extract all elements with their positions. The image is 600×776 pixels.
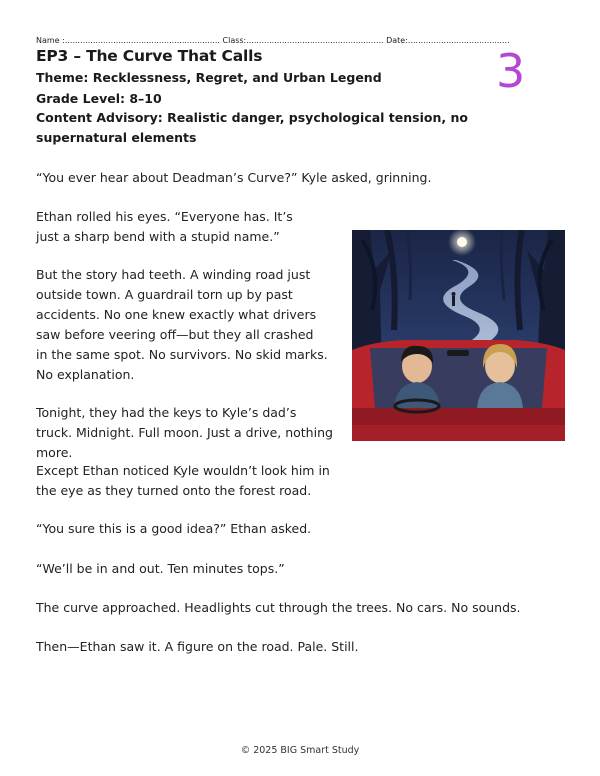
story-paragraph: But the story had teeth. A winding road just outside town. A guardrail torn up by past accidents. No one knew exactly what drivers saw before veering off—but they all crashed in the same spot. No survivors. No skid marks. No explanation. [36,267,328,382]
story-paragraph: Tonight, they had the keys to Kyle’s dad’s truck. Midnight. Full moon. Just a drive, nothing more. [36,405,333,460]
name-class-date-line: Name :............................................................. Class:...................................................... Date:........................................ [36,36,510,45]
theme-line: Theme: Recklessness, Regret, and Urban Legend [36,70,382,85]
content-advisory-line: Content Advisory: Realistic danger, psychological tension, no supernatural elements [36,110,468,145]
story-paragraph: Then—Ethan saw it. A figure on the road. Pale. Still. [36,639,359,654]
grade-level-line: Grade Level: 8–10 [36,91,162,106]
story-paragraph: “We’ll be in and out. Ten minutes tops.” [36,561,285,576]
story-paragraph: “You ever hear about Deadman’s Curve?” Kyle asked, grinning. [36,170,432,185]
copyright-footer: © 2025 BIG Smart Study [240,745,360,756]
episode-number: 3 [496,44,526,98]
story-paragraph: The curve approached. Headlights cut through the trees. No cars. No sounds. [36,600,521,615]
night-drive-illustration [352,230,565,441]
story-paragraph: “You sure this is a good idea?” Ethan asked. [36,521,312,536]
story-paragraph: Except Ethan noticed Kyle wouldn’t look him in the eye as they turned onto the forest road. [36,463,330,498]
story-paragraph: Ethan rolled his eyes. “Everyone has. It’s just a sharp bend with a stupid name.” [36,209,293,244]
episode-title: EP3 – The Curve That Calls [36,47,263,65]
